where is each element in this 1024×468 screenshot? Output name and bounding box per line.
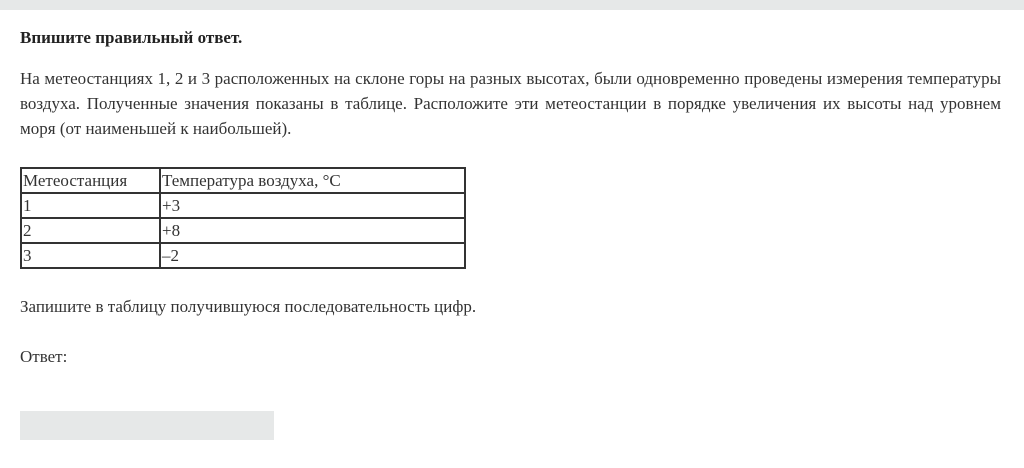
table-cell-temperature: +3 bbox=[160, 193, 465, 218]
temperature-table bbox=[20, 167, 466, 269]
task-content bbox=[20, 26, 1001, 369]
table-header-cell: Температура воздуха, °С bbox=[160, 168, 465, 193]
table-cell-temperature: –2 bbox=[160, 243, 465, 268]
followup-instruction: Запишите в таблицу получившуюся последовательность цифр. bbox=[20, 297, 477, 316]
table-row bbox=[21, 218, 465, 243]
table-cell-station: 2 bbox=[21, 218, 160, 243]
answer-input[interactable] bbox=[20, 411, 274, 440]
answer-label: Ответ: bbox=[20, 347, 68, 366]
table-header-cell: Метеостанция bbox=[21, 168, 160, 193]
task-instruction: Впишите правильный ответ. bbox=[20, 28, 243, 47]
table-row bbox=[21, 243, 465, 268]
table-cell-station: 1 bbox=[21, 193, 160, 218]
table-header-row bbox=[21, 168, 465, 193]
table-cell-station: 3 bbox=[21, 243, 160, 268]
table-row bbox=[21, 193, 465, 218]
table-cell-temperature: +8 bbox=[160, 218, 465, 243]
task-question: На метеостанциях 1, 2 и 3 расположенных на склоне горы на разных высотах, были одновременно проведены измерения температуры воздуха. Полученные значения показаны в таблице. Расположите эти метеостанции в порядке увеличения их высоты над уровнем моря (от наименьшей к наибольшей). bbox=[20, 69, 1001, 138]
top-bar bbox=[0, 0, 1024, 10]
